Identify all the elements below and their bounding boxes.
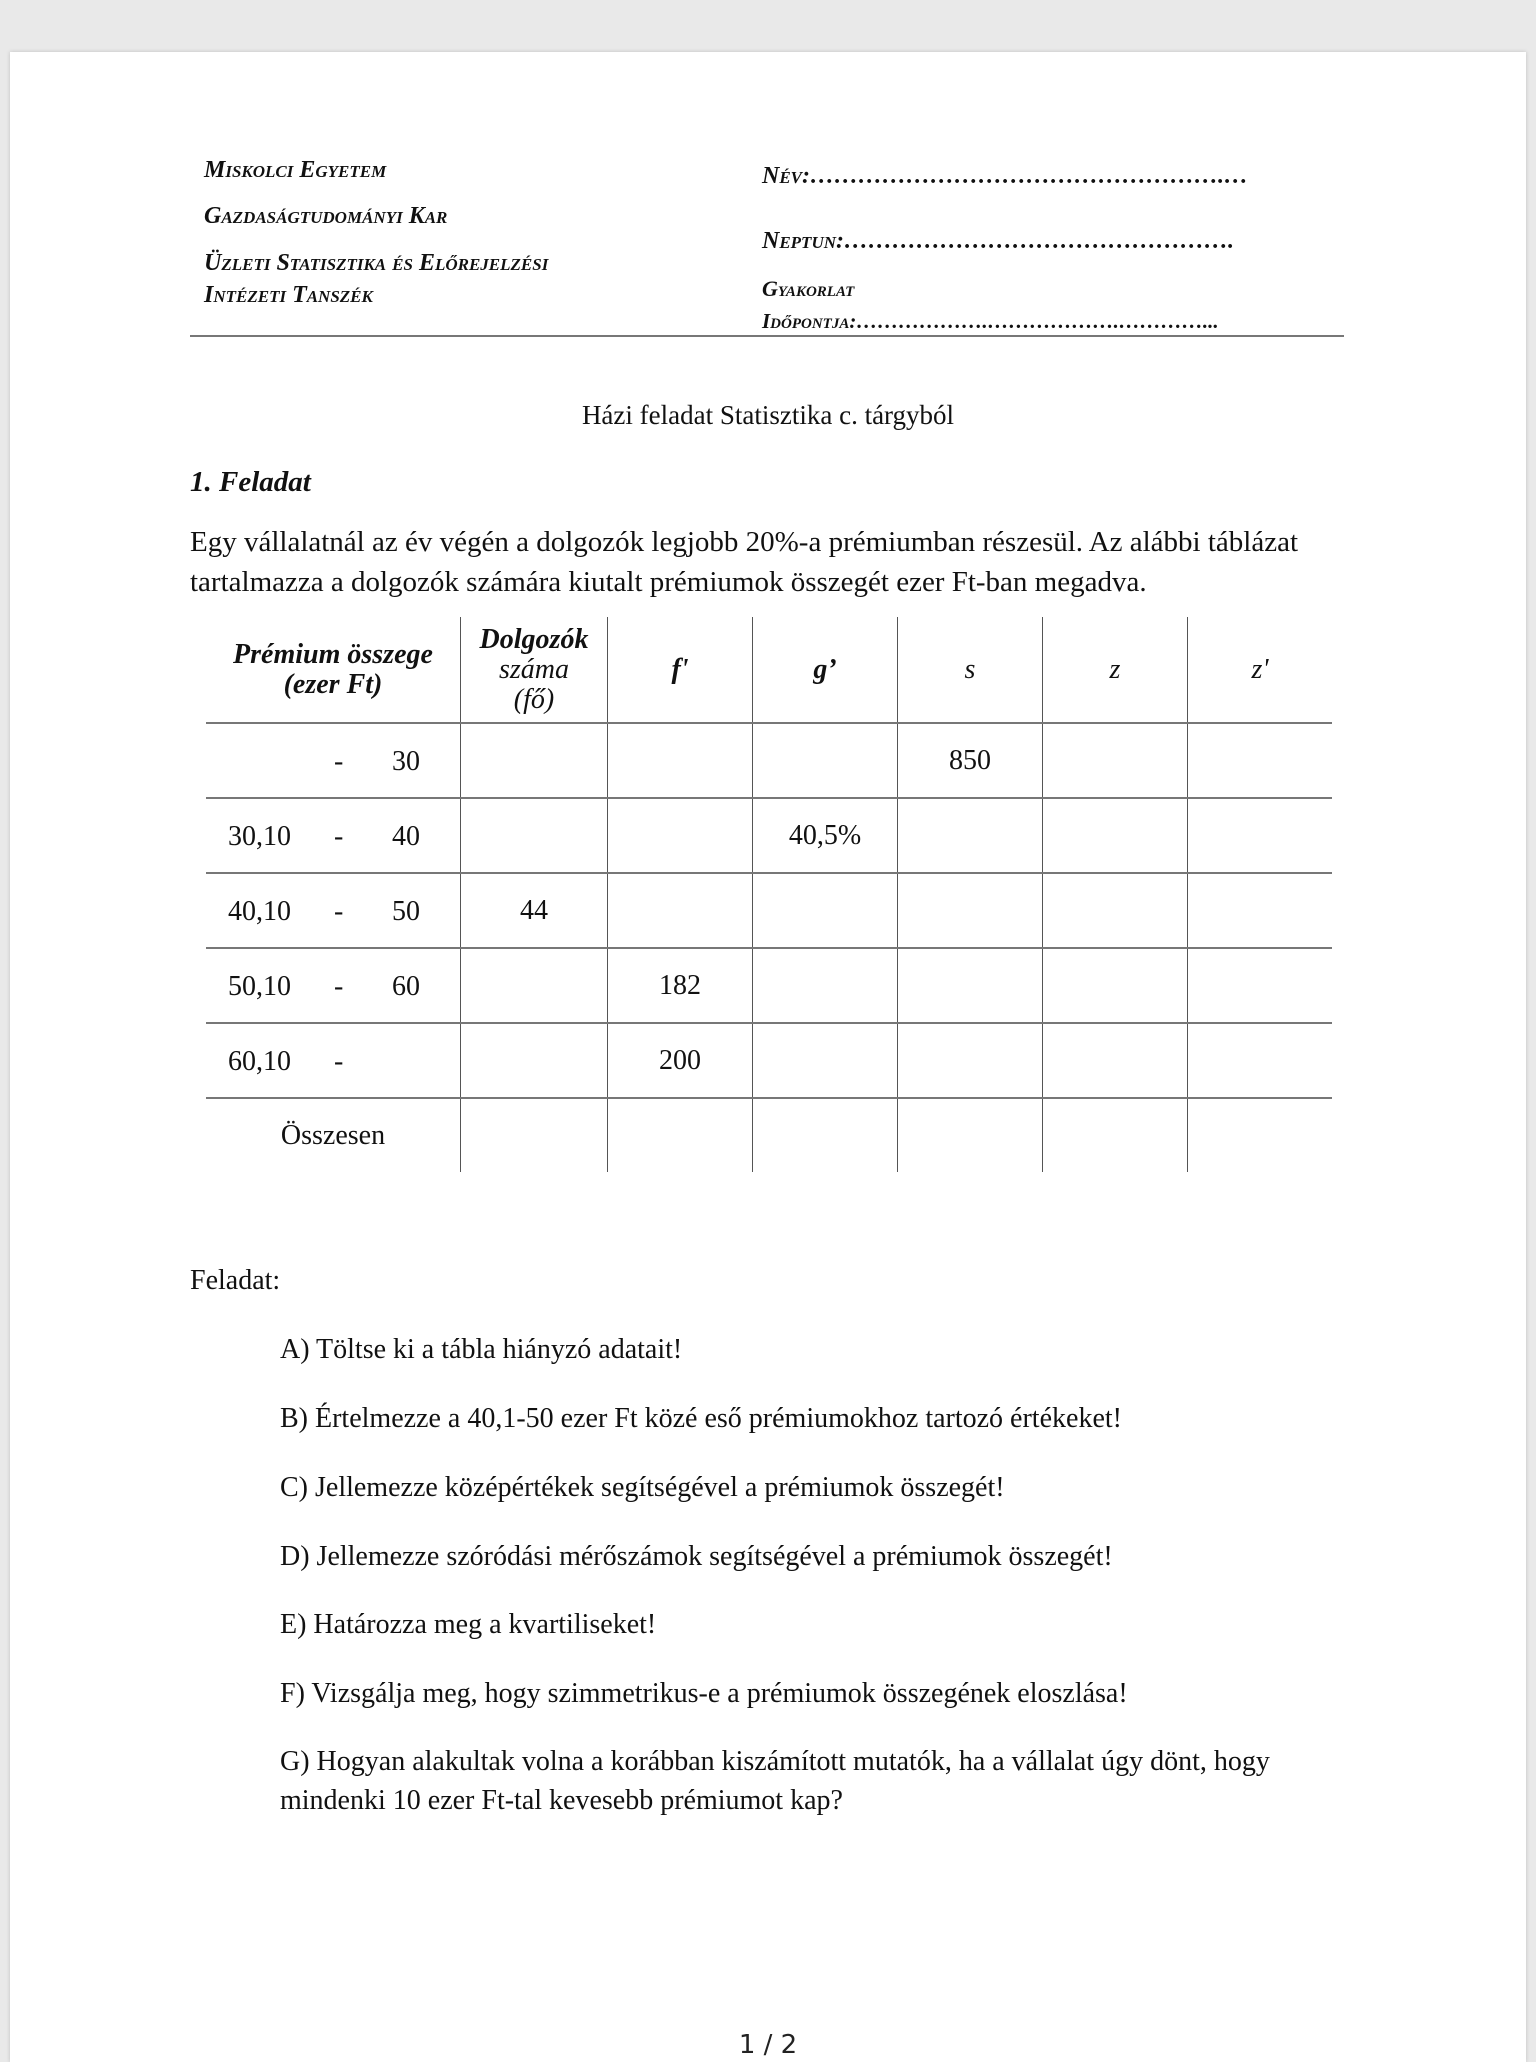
cell-z-prime[interactable] [1188,798,1333,873]
table-row [206,948,1332,1023]
intro-line: tartalmazza a dolgozók számára kiutalt prémiumok összegét ezer Ft-ban megadva. [190,566,1147,598]
header-divider [190,335,1344,337]
intro-line: Egy vállalatnál az év végén a dolgozók legjobb 20%-a prémiumban részesül. Az alábbi táblázat [190,526,1299,558]
frequency-table [206,617,1332,1172]
department-line-1: Üzleti Statisztika és Előrejelzési [204,250,549,276]
total-label: Összesen [280,1119,386,1151]
total-z-prime[interactable] [1188,1098,1333,1172]
cell-s[interactable] [898,948,1043,1023]
cell-z-prime[interactable] [1188,948,1333,1023]
neptun-field[interactable]: Neptun:…………………………………………. [762,228,1234,254]
header-f: f' [608,617,753,723]
cell-count[interactable] [461,1023,608,1098]
cell-z[interactable] [1043,873,1188,948]
task-f: F) Vizsgálja meg, hogy szimmetrikus-e a prémiumok összegének eloszlása! [280,1678,1128,1709]
cell-count[interactable]: 44 [461,873,608,948]
premium-range: 40,10 - 50 [228,896,420,927]
header-g: g’ [753,617,898,723]
task-d: D) Jellemezze szóródási mérőszámok segítségével a prémiumok összegét! [280,1541,1113,1572]
cell-s[interactable] [898,1023,1043,1098]
section-heading: 1. Feladat [190,466,311,498]
cell-z[interactable] [1043,948,1188,1023]
table-total-row [206,1098,1332,1172]
total-g[interactable] [753,1098,898,1172]
total-count[interactable] [461,1098,608,1172]
table-row [206,1023,1332,1098]
header-z-prime: z' [1188,617,1333,723]
cell-z-prime[interactable] [1188,723,1333,798]
total-z[interactable] [1043,1098,1188,1172]
table-header-row [206,617,1332,723]
table-row [206,723,1332,798]
cell-z-prime[interactable] [1188,873,1333,948]
cell-z[interactable] [1043,1023,1188,1098]
table-row [206,873,1332,948]
cell-f[interactable] [608,723,753,798]
cell-z[interactable] [1043,798,1188,873]
cell-s[interactable] [898,873,1043,948]
task-e: E) Határozza meg a kvartiliseket! [280,1609,657,1640]
task-g: G) Hogyan alakultak volna a korábban kiszámított mutatók, ha a vállalat úgy dönt, hogy mindenki 10 ezer Ft-tal kevesebb prémiumot kap? [280,1746,1270,1816]
university-name: Miskolci Egyetem [204,157,387,183]
premium-range: 60,10 - [228,1046,344,1077]
premium-range: - 30 [334,746,420,777]
document-title: Házi feladat Statisztika c. tárgyból [581,400,955,430]
cell-count[interactable] [461,948,608,1023]
cell-f[interactable]: 200 [608,1023,753,1098]
practice-label: Gyakorlat [762,276,855,301]
header-z: z [1043,617,1188,723]
premium-range: 50,10 - 60 [228,971,420,1002]
total-s[interactable] [898,1098,1043,1172]
tasks-heading: Feladat: [190,1265,281,1296]
faculty-name: Gazdaságtudományi Kar [204,203,448,229]
cell-z-prime[interactable] [1188,1023,1333,1098]
header-s: s [898,617,1043,723]
premium-range: 30,10 - 40 [228,821,420,852]
cell-g[interactable] [753,948,898,1023]
header-premium: Prémium összege (ezer Ft) [233,638,433,700]
cell-z[interactable] [1043,723,1188,798]
name-field[interactable]: Név:…………………………………………….… [762,163,1249,189]
cell-g[interactable] [753,1023,898,1098]
department-line-2: Intézeti Tanszék [204,282,373,308]
cell-g[interactable] [753,723,898,798]
table-row [206,798,1332,873]
header-employee-count: Dolgozók száma (fő) [461,617,608,723]
cell-g[interactable] [753,873,898,948]
cell-g[interactable]: 40,5% [753,798,898,873]
cell-f[interactable] [608,798,753,873]
total-f[interactable] [608,1098,753,1172]
cell-s[interactable] [898,798,1043,873]
intro-paragraph [190,522,1350,602]
cell-f[interactable] [608,873,753,948]
cell-f[interactable]: 182 [608,948,753,1023]
task-b: B) Értelmezze a 40,1-50 ezer Ft közé eső prémiumokhoz tartozó értékeket! [280,1403,1122,1434]
cell-s[interactable]: 850 [898,723,1043,798]
task-a: A) Töltse ki a tábla hiányzó adatait! [280,1334,683,1365]
practice-time-field[interactable]: Időpontja:……………….……………….…………... [762,309,1219,333]
cell-count[interactable] [461,798,608,873]
cell-count[interactable] [461,723,608,798]
page-indicator: 1 / 2 [738,2030,798,2060]
task-c: C) Jellemezze középértékek segítségével a prémiumok összegét! [280,1472,1005,1503]
